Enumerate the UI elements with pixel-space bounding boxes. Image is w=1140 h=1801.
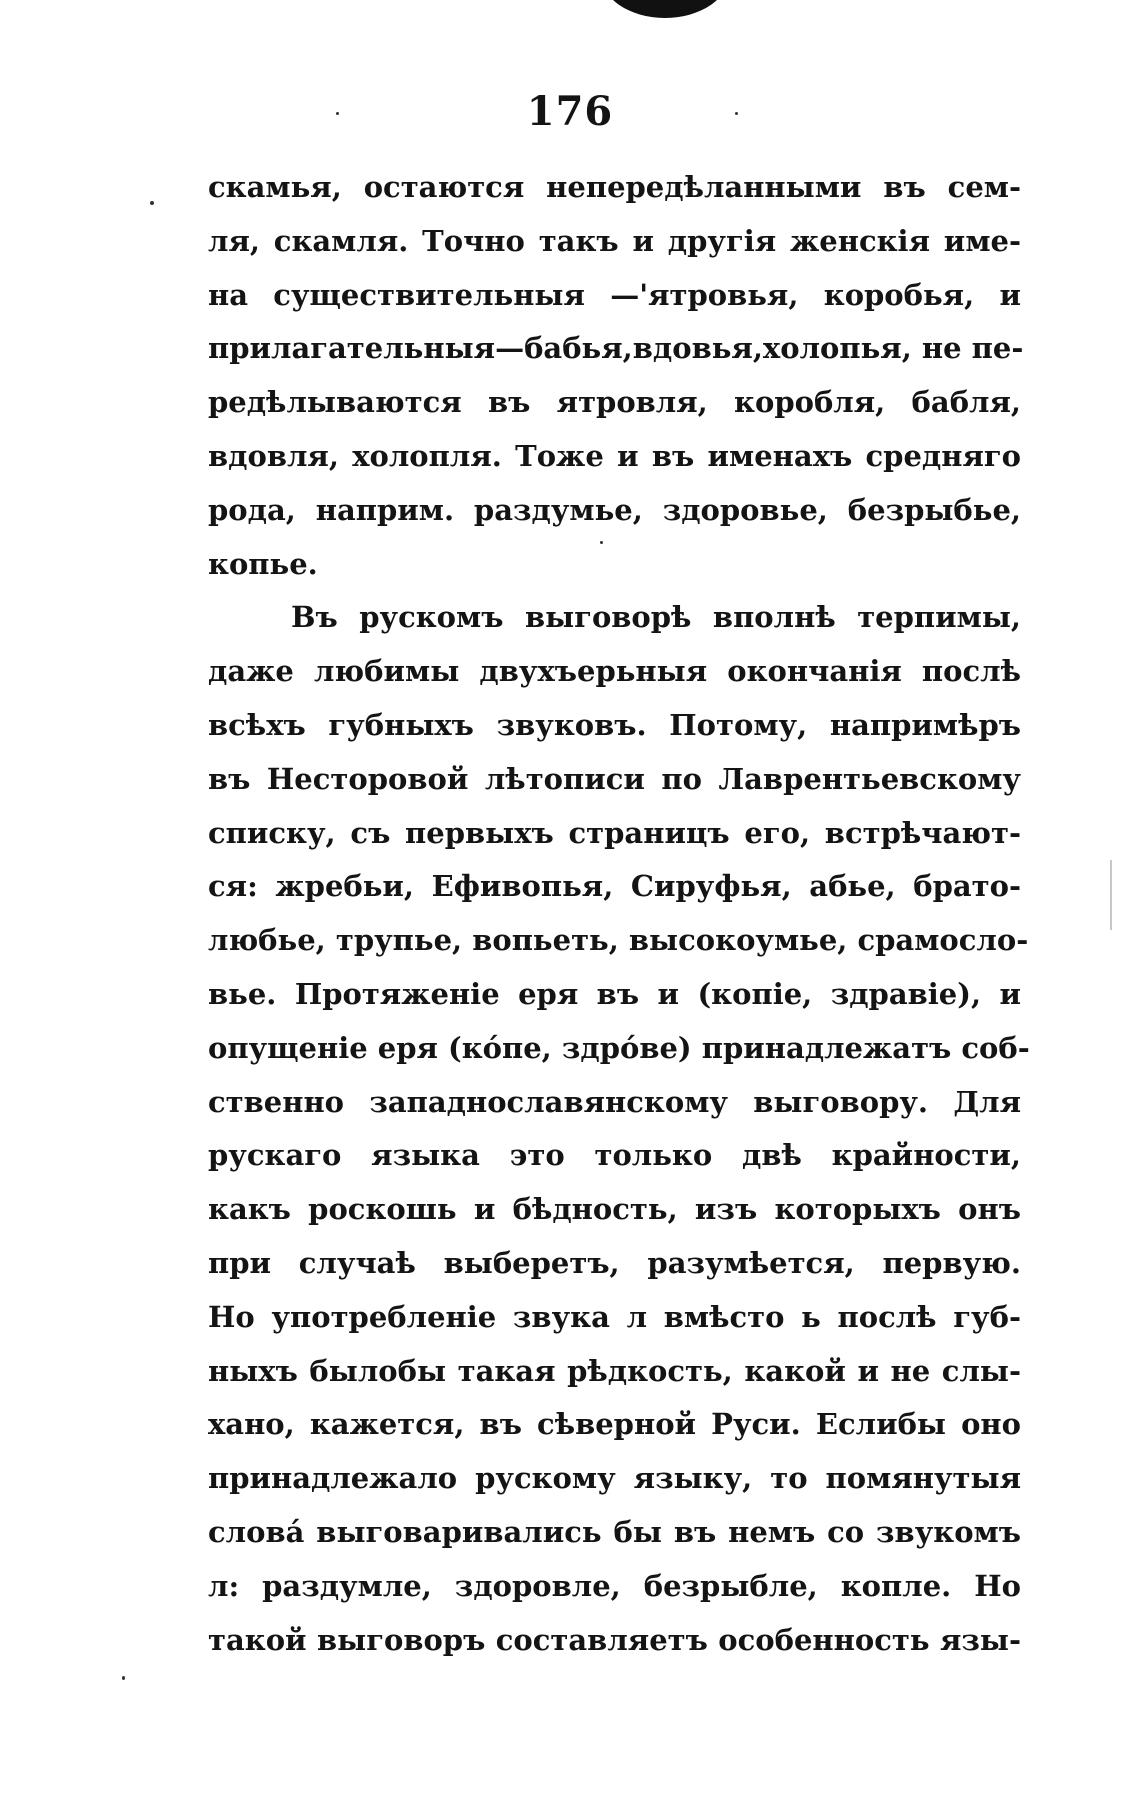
text-line: вье. Протяженіе еря въ и (копіе, здравіе), и (208, 976, 1021, 1011)
margin-mark (1110, 860, 1112, 930)
text-line: какъ роскошь и бѣдность, изъ которыхъ онъ (208, 1192, 1021, 1227)
text-line: принадлежало рускому языку, то помянутыя (208, 1461, 1021, 1496)
text-line: любье, трупье, вопьеть, высокоумье, срамосло- (208, 923, 1029, 958)
text-line: рода, наприм. раздумье, здоровье, безрыбье, (208, 492, 1021, 527)
body-text (208, 161, 1030, 1667)
text-line: л: раздумле, здоровле, безрыбле, копле. Но (208, 1568, 1021, 1603)
text-line: ственно западнославянскому выговору. Для (208, 1084, 1021, 1119)
text-line: даже любимы двухъерьныя окончанія послѣ (208, 654, 1021, 689)
text-line: Но употребленіе звука л вмѣсто ь послѣ губ- (208, 1299, 1021, 1334)
text-line: списку, съ первыхъ страницъ его, встрѣчают- (208, 815, 1021, 850)
text-line: скамья, остаются непередѣланными въ сем- (208, 170, 1021, 204)
text-line: прилагательныя—бабья,вдовья,холопья, не пе- (208, 331, 1024, 366)
text-line: Въ рускомъ выговорѣ вполнѣ терпимы, (291, 600, 1021, 635)
page-number: 176 (526, 88, 614, 135)
paper-speck (336, 112, 339, 115)
text-line: слова́ выговаривались бы въ немъ со звукомъ (208, 1514, 1021, 1549)
paper-speck (150, 201, 154, 205)
text-line: при случаѣ выберетъ, разумѣется, первую. (208, 1245, 1021, 1280)
text-line: ся: жребьи, Ефивопья, Сируфья, абье, брато- (208, 869, 1021, 904)
text-line: всѣхъ губныхъ звуковъ. Потому, напримѣръ (208, 707, 1021, 742)
paper-speck (735, 112, 738, 115)
text-line: въ Несторовой лѣтописи по Лаврентьевскому (208, 761, 1021, 796)
text-line: хано, кажется, въ сѣверной Руси. Еслибы оно (208, 1407, 1021, 1442)
paper-speck (600, 541, 603, 544)
text-line: редѣлываются въ ятровля, коробля, бабля, (208, 385, 1021, 420)
text-line: рускаго языка это только двѣ крайности, (208, 1138, 1021, 1173)
text-line: на существительныя —'ятровья, коробья, и (208, 277, 1021, 312)
text-line: вдовля, холопля. Тоже и въ именахъ средняго (208, 438, 1021, 473)
ink-blot (600, 0, 730, 18)
text-line: ля, скамля. Точно такъ и другія женскія име- (208, 223, 1021, 258)
text-line: ныхъ былобы такая рѣдкость, какой и не слы- (208, 1353, 1021, 1388)
text-line: копье. (208, 546, 318, 581)
paper-speck (122, 1676, 125, 1680)
text-line: такой выговоръ составляетъ особенность язы- (208, 1622, 1021, 1657)
text-line: опущеніе еря (ко́пе, здро́ве) принадлежатъ соб- (208, 1030, 1030, 1065)
